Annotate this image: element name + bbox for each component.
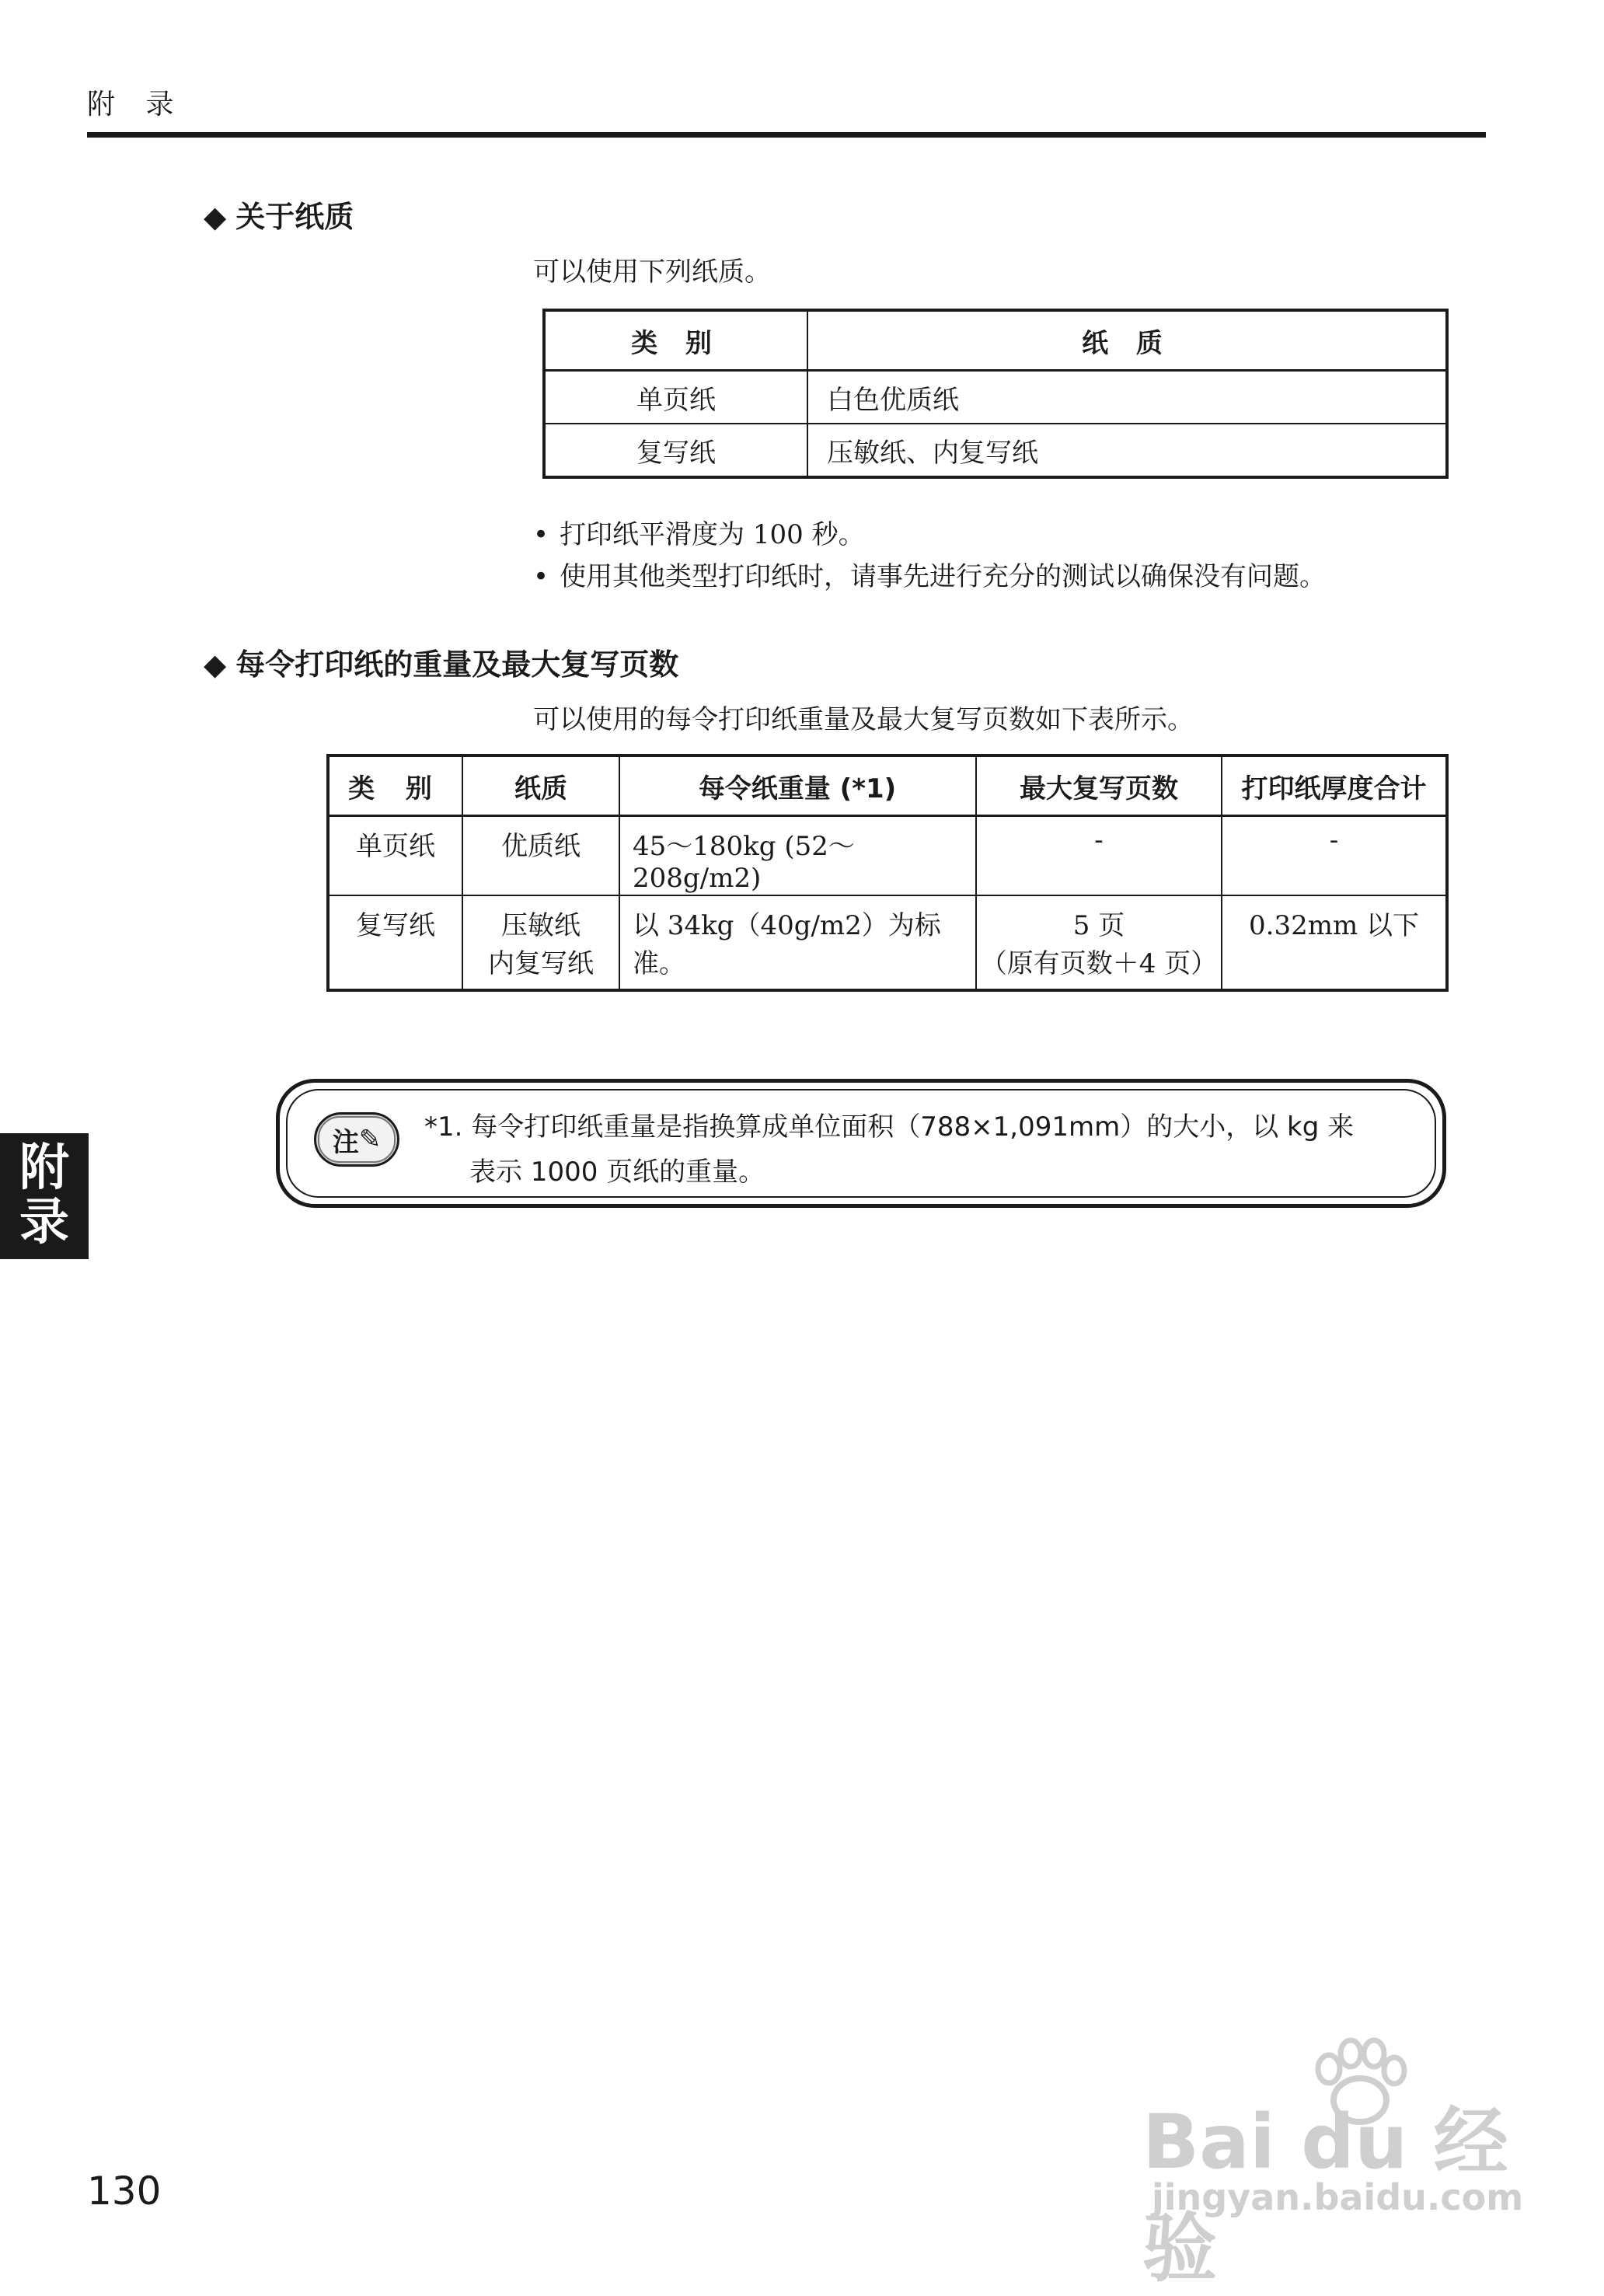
list-item-text: 打印纸平滑度为 100 秒。 <box>560 519 865 550</box>
side-tab-char: 附 <box>19 1139 69 1197</box>
table-row <box>328 816 1447 896</box>
watermark <box>1142 2036 1546 2292</box>
table-cell: 复写纸 <box>328 895 462 990</box>
note-icon-label: 注 <box>332 1126 359 1158</box>
table-cell: 单页纸 <box>328 816 462 896</box>
table-cell: 白色优质纸 <box>807 371 1447 424</box>
page-number: 130 <box>87 2169 162 2214</box>
table-cell: 复写纸 <box>544 424 807 477</box>
table-cell: - <box>976 816 1222 896</box>
table-header-cell: 打印纸厚度合计 <box>1222 755 1447 816</box>
bullet-dot-icon: • <box>533 519 549 550</box>
table-cell: 0.32mm 以下 <box>1222 895 1447 990</box>
diamond-bullet-icon: ◆ <box>204 200 227 234</box>
note-text <box>424 1104 1435 1195</box>
table-cell: 压敏纸 内复写纸 <box>462 895 619 990</box>
list-item-text: 使用其他类型打印纸时，请事先进行充分的测试以确保没有问题。 <box>560 561 1327 592</box>
header-rule <box>87 132 1486 138</box>
running-header: 附 录 <box>87 89 185 120</box>
table-header-row <box>544 310 1447 371</box>
list-item <box>533 555 1326 593</box>
table-cell: 45～180kg (52～208g/m2) <box>619 816 976 896</box>
bullet-dot-icon: • <box>533 561 549 592</box>
section-heading-text: 关于纸质 <box>235 200 354 234</box>
table-header-cell: 类 别 <box>544 310 807 371</box>
table-row <box>544 424 1447 477</box>
note-box <box>276 1079 1446 1208</box>
section-intro: 可以使用的每令打印纸重量及最大复写页数如下表所示。 <box>533 704 1194 735</box>
section-heading-paper-type <box>204 193 354 236</box>
table-cell: 优质纸 <box>462 816 619 896</box>
side-tab-char: 录 <box>19 1194 69 1251</box>
section-heading-weight <box>204 640 678 683</box>
table-header-cell: 纸 质 <box>807 310 1447 371</box>
table-header-row <box>328 755 1447 816</box>
section-heading-text: 每令打印纸的重量及最大复写页数 <box>235 647 679 682</box>
table-cell: 单页纸 <box>544 371 807 424</box>
table-header-cell: 纸质 <box>462 755 619 816</box>
table-header-cell: 类 别 <box>328 755 462 816</box>
note-pencil-icon: 注 ✎ <box>314 1112 399 1167</box>
table-cell: - <box>1222 816 1447 896</box>
table-header-cell: 最大复写页数 <box>976 755 1222 816</box>
note-line: *1. 每令打印纸重量是指换算成单位面积（788×1,091mm）的大小，以 kg 来 <box>424 1111 1355 1143</box>
diamond-bullet-icon: ◆ <box>204 647 227 682</box>
weight-table <box>326 754 1449 992</box>
list-item <box>533 513 865 551</box>
section-intro: 可以使用下列纸质。 <box>533 256 771 288</box>
note-line: 表示 1000 页纸的重量。 <box>469 1157 765 1188</box>
side-chapter-tab <box>0 1133 89 1259</box>
table-cell: 5 页 （原有页数＋4 页） <box>976 895 1222 990</box>
table-cell: 以 34kg（40g/m2）为标准。 <box>619 895 976 990</box>
table-row <box>328 895 1447 990</box>
table-row <box>544 371 1447 424</box>
paper-type-table <box>542 309 1449 479</box>
table-header-cell: 每令纸重量 (*1) <box>619 755 976 816</box>
watermark-logo: Bai du 经验 <box>1142 2099 1508 2292</box>
table-cell: 压敏纸、内复写纸 <box>807 424 1447 477</box>
watermark-url: jingyan.baidu.com <box>1152 2176 1524 2218</box>
